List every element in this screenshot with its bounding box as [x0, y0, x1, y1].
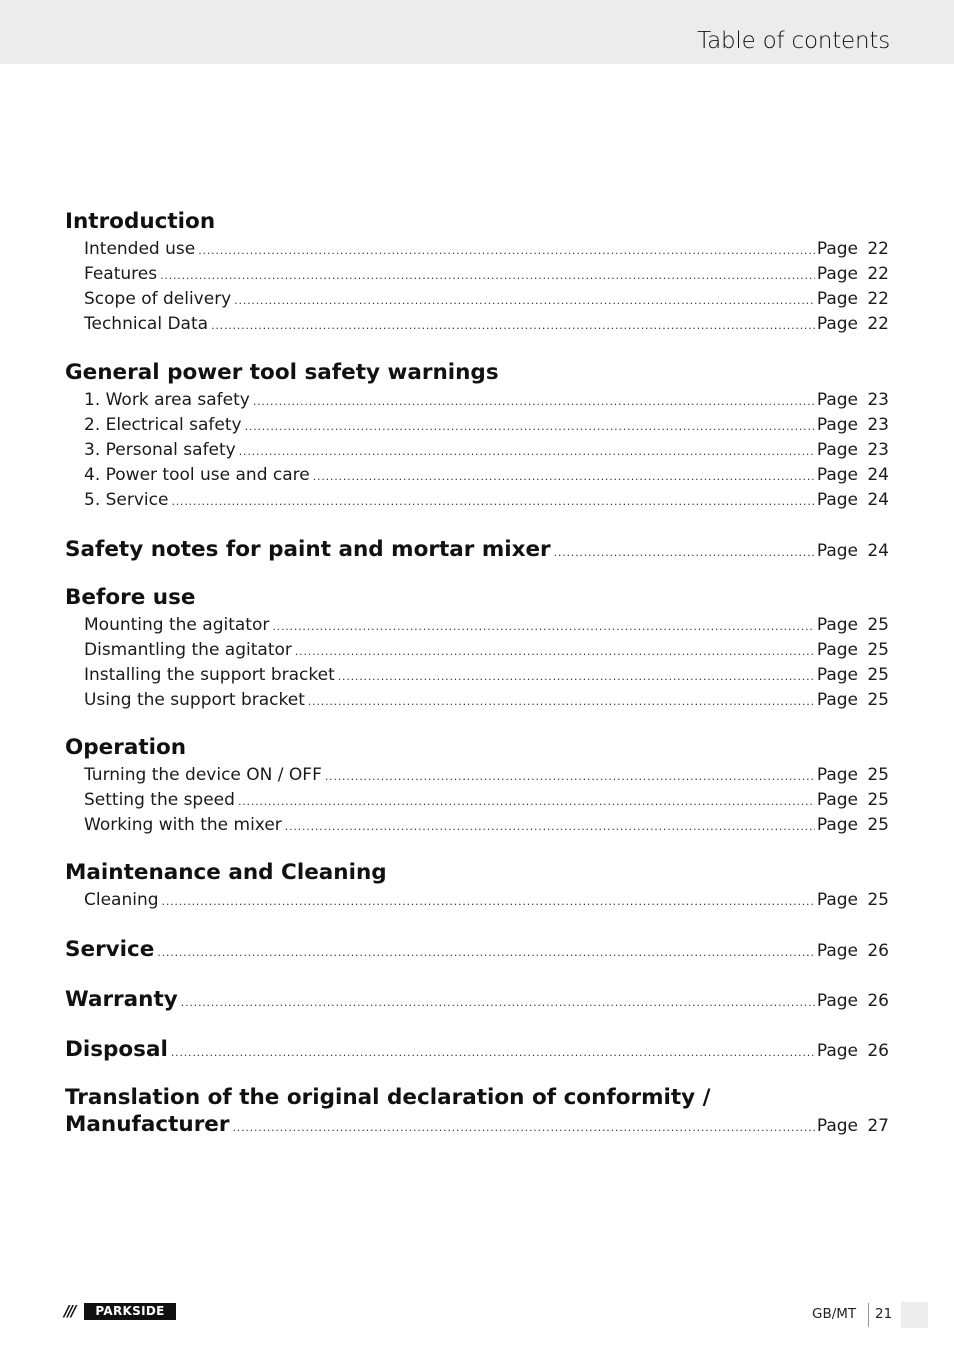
- toc-entry-label: Setting the speed: [84, 790, 235, 810]
- page-title: Table of contents: [697, 28, 890, 54]
- page-number: 24: [867, 490, 889, 510]
- footer-divider: [868, 1303, 869, 1327]
- page-number: 26: [867, 941, 889, 961]
- toc-entry-label: Mounting the agitator: [84, 615, 270, 635]
- page-word: Page: [816, 690, 858, 710]
- dot-leader: [313, 470, 815, 483]
- page-number: 23: [867, 440, 889, 460]
- dot-leader: [308, 695, 815, 708]
- toc-entry-label: Scope of delivery: [84, 289, 232, 309]
- toc-entry[interactable]: [84, 815, 889, 837]
- toc-entry[interactable]: [84, 289, 889, 311]
- page-number: 26: [867, 1041, 889, 1061]
- toc-entry-label: 1. Work area safety: [84, 390, 250, 410]
- dot-leader: [295, 645, 815, 658]
- section-title-before-use: Before use: [65, 585, 196, 610]
- toc-entry-label: Installing the support bracket: [84, 665, 335, 685]
- dot-leader: [162, 895, 815, 908]
- toc-entry[interactable]: [84, 765, 889, 787]
- toc-entry[interactable]: [84, 490, 889, 512]
- dot-leader: [160, 269, 815, 282]
- page-number: 24: [867, 465, 889, 485]
- page-number: 26: [867, 991, 889, 1011]
- section-title-declaration-line1: Translation of the original declaration of conformity /: [65, 1085, 711, 1110]
- page-number: 25: [867, 815, 889, 835]
- dot-leader: [338, 670, 815, 683]
- toc-entry-label: Intended use: [84, 239, 196, 259]
- toc-entry[interactable]: [84, 615, 889, 637]
- dot-leader: [253, 395, 815, 408]
- dot-leader: [211, 319, 815, 332]
- toc-entry[interactable]: [84, 640, 889, 662]
- toc-section-service[interactable]: [65, 937, 889, 962]
- page-number: 23: [867, 390, 889, 410]
- dot-leader: [554, 546, 815, 559]
- toc-entry-label: 5. Service: [84, 490, 169, 510]
- page-word: Page: [816, 615, 858, 635]
- toc-section-warranty[interactable]: [65, 987, 889, 1012]
- page-number: 25: [867, 615, 889, 635]
- logo-slashes: ///: [64, 1303, 84, 1320]
- page-word: Page: [816, 314, 858, 334]
- dot-leader: [157, 946, 814, 959]
- dot-leader: [181, 996, 815, 1009]
- page-word: Page: [816, 1116, 858, 1136]
- toc-entry[interactable]: [84, 690, 889, 712]
- dot-leader: [171, 495, 814, 508]
- toc-section-disposal[interactable]: [65, 1037, 889, 1062]
- page-word: Page: [816, 440, 858, 460]
- page-number: 22: [867, 239, 889, 259]
- toc-entry[interactable]: [84, 415, 889, 437]
- page-word: Page: [816, 640, 858, 660]
- toc-entry-label: Technical Data: [84, 314, 209, 334]
- page-number: 24: [867, 541, 889, 561]
- toc-entry-label: Features: [84, 264, 158, 284]
- page-number: 25: [867, 665, 889, 685]
- toc-section-safety-notes[interactable]: [65, 537, 889, 562]
- page-word: Page: [816, 264, 858, 284]
- dot-leader: [171, 1046, 815, 1059]
- page-word: Page: [816, 765, 858, 785]
- section-title-introduction: Introduction: [65, 209, 216, 234]
- dot-leader: [198, 244, 815, 257]
- dot-leader: [285, 820, 815, 833]
- toc-entry-label: Dismantling the agitator: [84, 640, 292, 660]
- page-number: 27: [867, 1116, 889, 1136]
- toc-entry[interactable]: [84, 890, 889, 912]
- toc-entry-label: Working with the mixer: [84, 815, 282, 835]
- dot-leader: [239, 445, 815, 458]
- language-code: GB/MT: [812, 1306, 857, 1322]
- page-word: Page: [816, 541, 858, 561]
- toc-entry-label: 2. Electrical safety: [84, 415, 242, 435]
- toc-entry-label: 3. Personal safety: [84, 440, 236, 460]
- page-word: Page: [816, 991, 858, 1011]
- page-word: Page: [816, 465, 858, 485]
- dot-leader: [325, 770, 815, 783]
- page-word: Page: [816, 415, 858, 435]
- toc-entry[interactable]: [84, 440, 889, 462]
- toc-entry[interactable]: [84, 264, 889, 286]
- page-word: Page: [816, 890, 858, 910]
- section-title-maintenance: Maintenance and Cleaning: [65, 860, 387, 885]
- toc-entry[interactable]: [84, 314, 889, 336]
- page-word: Page: [816, 1041, 858, 1061]
- toc-entry[interactable]: [84, 465, 889, 487]
- toc-entry-label: 4. Power tool use and care: [84, 465, 310, 485]
- dot-leader: [234, 294, 815, 307]
- toc-entry-label: Cleaning: [84, 890, 159, 910]
- page-number: 22: [867, 289, 889, 309]
- page-number: 25: [867, 690, 889, 710]
- page-number: 22: [867, 264, 889, 284]
- footer-page-number: 21: [875, 1306, 893, 1322]
- section-title-service: Service: [65, 937, 155, 962]
- section-title-general-safety: General power tool safety warnings: [65, 360, 499, 385]
- footer-tab: [901, 1302, 928, 1328]
- page-number: 25: [867, 790, 889, 810]
- section-title-operation: Operation: [65, 735, 187, 760]
- parkside-logo: [64, 1303, 176, 1320]
- page-word: Page: [816, 941, 858, 961]
- section-title-safety-notes: Safety notes for paint and mortar mixer: [65, 537, 551, 562]
- page-number: 25: [867, 890, 889, 910]
- toc-entry-label: Turning the device ON / OFF: [84, 765, 322, 785]
- dot-leader: [272, 620, 814, 633]
- page-number: 23: [867, 415, 889, 435]
- section-title-disposal: Disposal: [65, 1037, 168, 1062]
- page-word: Page: [816, 815, 858, 835]
- section-title-warranty: Warranty: [65, 987, 178, 1012]
- section-title-declaration: Manufacturer: [65, 1112, 230, 1137]
- toc-entry[interactable]: [84, 790, 889, 812]
- toc-entry[interactable]: [84, 665, 889, 687]
- page-number: 25: [867, 765, 889, 785]
- toc-entry[interactable]: [84, 239, 889, 261]
- dot-leader: [233, 1121, 815, 1134]
- page-word: Page: [816, 790, 858, 810]
- toc-entry-label: Using the support bracket: [84, 690, 305, 710]
- page-number: 22: [867, 314, 889, 334]
- page-word: Page: [816, 665, 858, 685]
- page-number: 25: [867, 640, 889, 660]
- dot-leader: [238, 795, 815, 808]
- page-word: Page: [816, 289, 858, 309]
- dot-leader: [245, 420, 815, 433]
- page-word: Page: [816, 490, 858, 510]
- toc-entry[interactable]: [84, 390, 889, 412]
- page-word: Page: [816, 239, 858, 259]
- toc-section-declaration[interactable]: [65, 1112, 889, 1137]
- logo-text: PARKSIDE: [84, 1303, 176, 1320]
- page-word: Page: [816, 390, 858, 410]
